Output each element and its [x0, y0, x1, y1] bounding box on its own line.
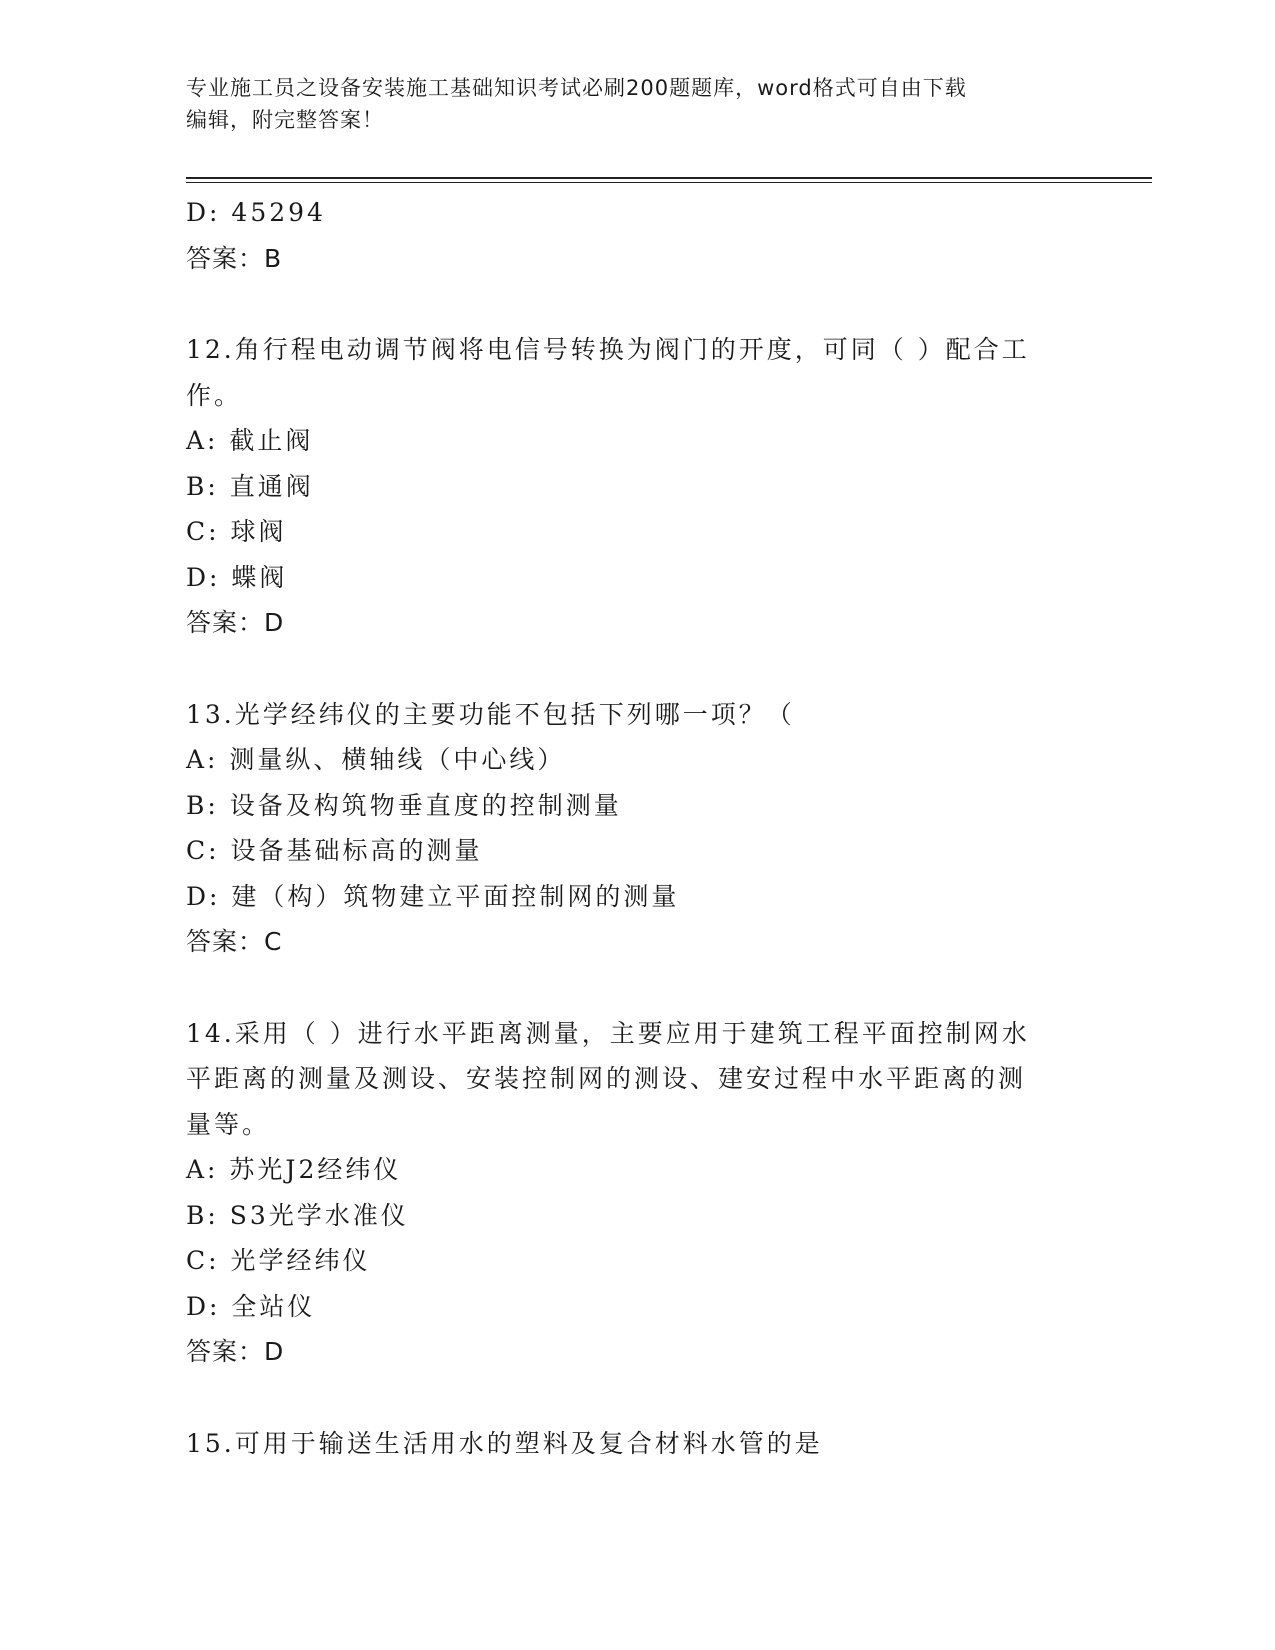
question-12-option-a: A: 截止阀 [186, 426, 314, 455]
question-12-option-c: C: 球阀 [186, 517, 287, 546]
question-12-option-b: B: 直通阀 [186, 471, 314, 501]
question-14-answer: 答案：D [186, 1337, 285, 1366]
question-13-stem-line-1: 13.光学经纬仪的主要功能不包括下列哪一项？（ [186, 699, 795, 729]
question-14-option-c: C: 光学经纬仪 [186, 1246, 371, 1275]
question-15 [186, 1421, 1066, 1467]
question-12 [186, 327, 1066, 646]
question-13-option-c: C: 设备基础标高的测量 [186, 836, 483, 865]
question-13-answer: 答案：C [186, 927, 283, 956]
header-divider-thin [186, 182, 1152, 183]
question-14 [186, 1011, 1066, 1375]
header-title-line-2: 编辑，附完整答案！ [186, 108, 384, 132]
question-15-stem-line-1: 15.可用于输送生活用水的塑料及复合材料水管的是 [186, 1428, 823, 1458]
question-13 [186, 692, 1066, 965]
question-12-stem-line-2: 作。 [186, 380, 243, 410]
spacer [186, 281, 1066, 327]
question-13-option-d: D: 建（构）筑物建立平面控制网的测量 [186, 881, 680, 911]
page-header [186, 72, 1066, 136]
question-14-stem-line-1: 14.采用（ ）进行水平距离测量，主要应用于建筑工程平面控制网水 [186, 1018, 1030, 1048]
question-13-option-a: A: 测量纵、横轴线（中心线） [186, 745, 566, 774]
spacer [186, 1375, 1066, 1421]
question-14-option-d: D: 全站仪 [186, 1291, 316, 1321]
prev-question-option-d: D: 45294 [186, 198, 326, 227]
question-13-option-b: B: 设备及构筑物垂直度的控制测量 [186, 790, 622, 820]
question-list [186, 190, 1066, 1466]
question-12-answer: 答案：D [186, 608, 285, 637]
question-14-option-a: A: 苏光J2经纬仪 [186, 1155, 402, 1184]
question-14-option-b: B: S3光学水准仪 [186, 1200, 409, 1230]
question-14-stem-line-2: 平距离的测量及测设、安装控制网的测设、建安过程中水平距离的测 [186, 1064, 1027, 1093]
prev-question-answer: 答案：B [186, 243, 283, 273]
spacer [186, 965, 1066, 1011]
question-14-stem-line-3: 量等。 [186, 1109, 271, 1139]
header-divider-thick [186, 177, 1152, 179]
question-12-stem-line-1: 12.角行程电动调节阀将电信号转换为阀门的开度，可同（ ）配合工 [186, 335, 1030, 364]
header-title-line-1: 专业施工员之设备安装施工基础知识考试必刷200题题库，word格式可自由下载 [186, 76, 967, 100]
question-12-option-d: D: 蝶阀 [186, 562, 288, 592]
spacer [186, 646, 1066, 692]
